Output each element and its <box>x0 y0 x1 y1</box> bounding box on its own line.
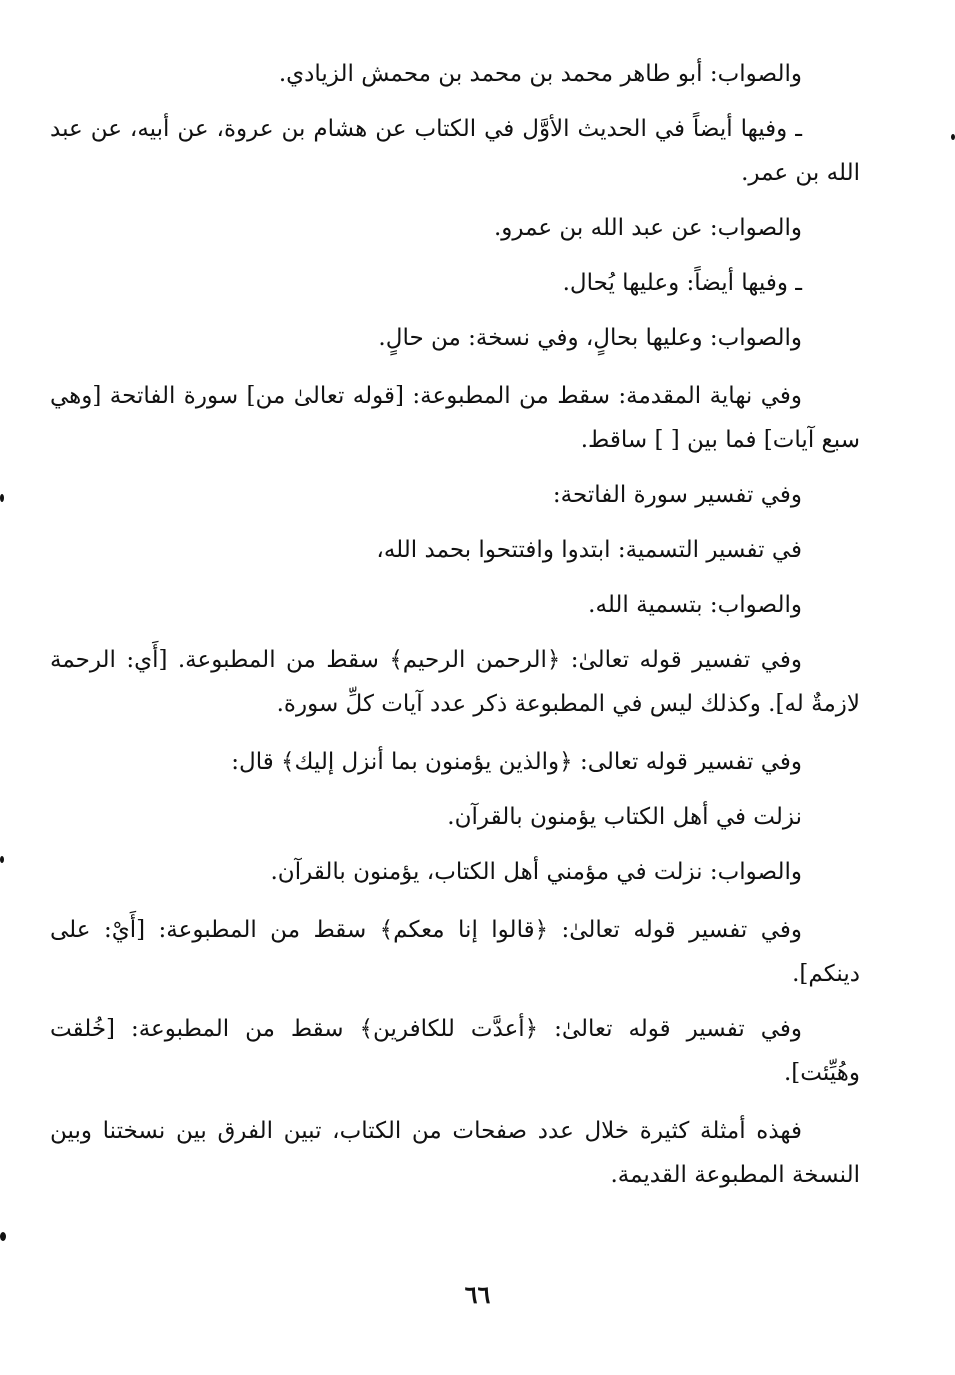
paragraph-13: والصواب: نزلت في مؤمني أهل الكتاب، يؤمنون بالقرآن. <box>270 859 802 885</box>
paragraph-1: والصواب: أبو طاهر محمد بن محمد بن محمش الزيادي. <box>278 61 802 87</box>
paragraph-7: وفي تفسير سورة الفاتحة: <box>552 482 802 508</box>
paragraph-15: وفي تفسير قوله تعالىٰ: ﴿أعدَّت للكافرين﴾ سقط من المطبوعة: [خُلقت وهُيِّئت]. <box>50 1016 860 1086</box>
paragraph-8: في تفسير التسمية: ابتدوا وافتتحوا بحمد الله، <box>376 537 802 563</box>
paragraph-2: ـ وفيها أيضاً في الحديث الأوَّل في الكتاب عن هشام بن عروة، عن أبيه، عن عبد الله بن عمر. <box>50 116 860 186</box>
page-body <box>50 52 860 1208</box>
paragraph-5: والصواب: وعليها بحالٍ، وفي نسخة: من حالٍ. <box>378 325 802 351</box>
scan-edge-mark <box>0 1232 6 1241</box>
scan-edge-mark <box>951 134 955 140</box>
paragraph-9: والصواب: بتسمية الله. <box>588 592 802 618</box>
paragraph-12: نزلت في أهل الكتاب يؤمنون بالقرآن. <box>447 804 802 830</box>
paragraph-4: ـ وفيها أيضاً: وعليها يُحال. <box>562 270 802 296</box>
paragraph-10: وفي تفسير قوله تعالىٰ: ﴿الرحمن الرحيم﴾ سقط من المطبوعة. [أَي: الرحمة لازمةٌ له]. وكذلك ليس في المطبوعة ذكر عدد آيات كلِّ سورة. <box>50 647 860 717</box>
page-number: ٦٦ <box>464 1280 491 1309</box>
scan-edge-mark <box>0 856 4 863</box>
paragraph-11: وفي تفسير قوله تعالى: ﴿والذين يؤمنون بما أنزل إليك﴾ قال: <box>231 749 802 775</box>
paragraph-3: والصواب: عن عبد الله بن عمرو. <box>493 215 802 241</box>
scan-edge-mark <box>0 494 4 502</box>
paragraph-6: وفي نهاية المقدمة: سقط من المطبوعة: [قوله تعالىٰ من] سورة الفاتحة [وهي سبع آيات] فما بين [ ] ساقط. <box>50 383 860 453</box>
paragraph-16: فهذه أمثلة كثيرة خلال عدد صفحات من الكتاب، تبين الفرق بين نسختنا وبين النسخة المطبوعة القديمة. <box>50 1118 860 1188</box>
paragraph-14: وفي تفسير قوله تعالىٰ: ﴿قالوا إنا معكم﴾ سقط من المطبوعة: [أَيْ: على دينكم]. <box>50 917 860 987</box>
